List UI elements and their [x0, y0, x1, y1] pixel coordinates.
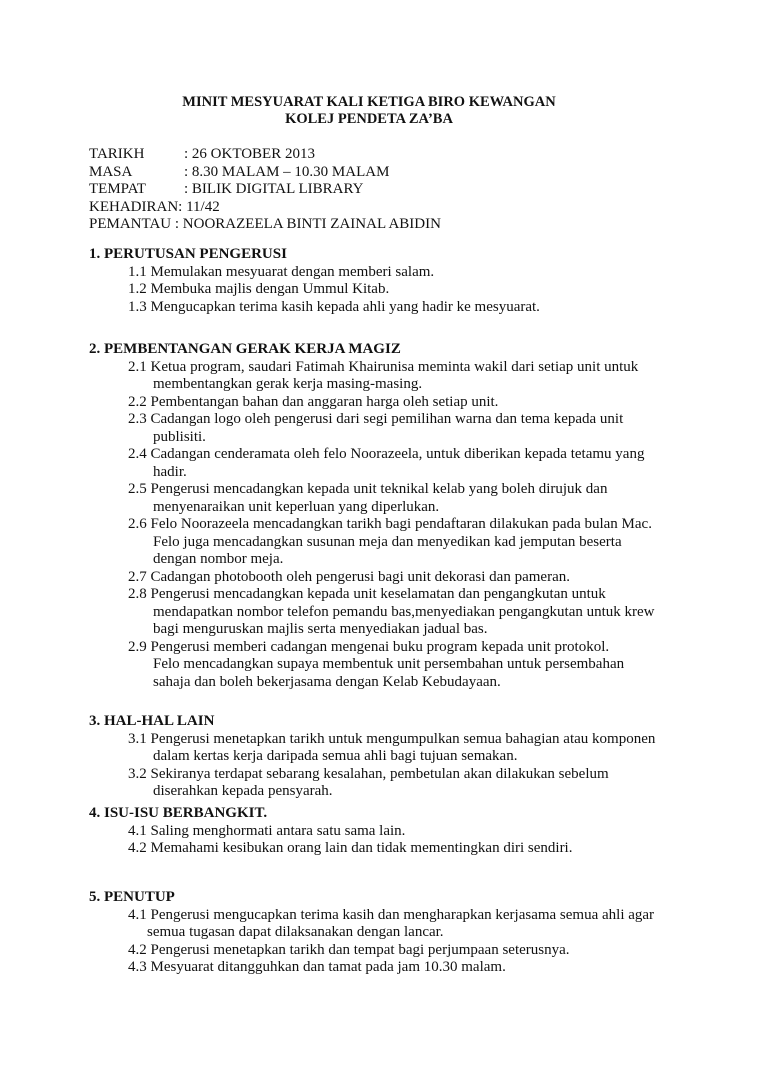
section-heading: 5. PENUTUP — [89, 889, 175, 905]
meta-venue: TEMPAT : BILIK DIGITAL LIBRARY — [89, 181, 364, 197]
item-text-line: publisiti. — [153, 428, 206, 445]
item-text-line: hadir. — [153, 463, 187, 480]
section-heading: 4. ISU-ISU BERBANGKIT. — [89, 805, 268, 821]
item-text-line: semua tugasan dapat dilaksanakan dengan lancar. — [147, 924, 444, 940]
title-line-2: KOLEJ PENDETA ZA’BA — [285, 111, 453, 127]
item-text-line: membentangkan gerak kerja masing-masing. — [153, 376, 423, 392]
item-text-line: 2.5 Pengerusi mencadangkan kepada unit teknikal kelab yang boleh dirujuk dan — [128, 481, 608, 497]
item-text-line: 2.8 Pengerusi mencadangkan kepada unit keselamatan dan pengangkutan untuk — [128, 586, 606, 602]
meeting-details — [89, 146, 708, 234]
item-text-line: 1.3 Mengucapkan terima kasih kepada ahli yang hadir ke mesyuarat. — [128, 298, 540, 315]
section-5 — [89, 889, 708, 977]
meta-supervisor: PEMANTAU : NOORAZEELA BINTI ZAINAL ABIDIN — [89, 216, 441, 232]
section-heading: 3. HAL-HAL LAIN — [89, 713, 215, 729]
list-item — [89, 481, 708, 516]
meta-time: MASA : 8.30 MALAM – 10.30 MALAM — [89, 163, 390, 180]
item-text-line: dalam kertas kerja daripada semua ahli bagi tujuan semakan. — [153, 748, 518, 764]
title-line-1: MINIT MESYUARAT KALI KETIGA BIRO KEWANGAN — [182, 94, 556, 110]
section-3 — [89, 713, 708, 801]
list-item — [89, 907, 708, 942]
item-text-line: 2.3 Cadangan logo oleh pengerusi dari segi pemilihan warna dan tema kepada unit — [128, 411, 624, 427]
list-item — [89, 411, 708, 446]
list-item — [89, 823, 708, 841]
section-2 — [89, 341, 708, 691]
list-item — [89, 942, 708, 960]
item-text-line: dengan nombor meja. — [153, 551, 284, 567]
list-item — [89, 264, 708, 282]
item-text-line: bagi menguruskan majlis serta menyediakan jadual bas. — [153, 621, 488, 637]
document-title — [0, 94, 768, 128]
list-item — [89, 731, 708, 766]
item-text-line: 4.1 Pengerusi mengucapkan terima kasih dan mengharapkan kerjasama semua ahli agar — [128, 906, 655, 923]
item-text-line: 2.9 Pengerusi memberi cadangan mengenai buku program kepada unit protokol. — [128, 638, 610, 655]
item-text-line: mendapatkan nombor telefon pemandu bas,menyediakan pengangkutan untuk krew — [153, 603, 655, 620]
meta-attendance: KEHADIRAN: 11/42 — [89, 198, 220, 215]
section-4 — [89, 805, 708, 858]
list-item — [89, 586, 708, 639]
item-text-line: 2.6 Felo Noorazeela mencadangkan tarikh bagi pendaftaran dilakukan pada bulan Mac. — [128, 516, 652, 532]
list-item — [89, 359, 708, 394]
list-item — [89, 569, 708, 587]
list-item — [89, 299, 708, 317]
item-text-line: Felo mencadangkan supaya membentuk unit persembahan untuk persembahan — [153, 656, 625, 672]
list-item — [89, 281, 708, 299]
list-item — [89, 639, 708, 692]
item-text-line: Felo juga mencadangkan susunan meja dan menyedikan kad jemputan beserta — [153, 533, 622, 550]
item-text-line: 2.2 Pembentangan bahan dan anggaran harga oleh setiap unit. — [128, 393, 499, 410]
item-text-line: 3.1 Pengerusi menetapkan tarikh untuk mengumpulkan semua bahagian atau komponen — [128, 730, 656, 747]
item-text-line: 4.3 Mesyuarat ditangguhkan dan tamat pada jam 10.30 malam. — [128, 959, 506, 975]
list-item — [89, 959, 708, 977]
meta-date: TARIKH : 26 OKTOBER 2013 — [89, 146, 315, 162]
item-text-line: 2.4 Cadangan cenderamata oleh felo Noorazeela, untuk diberikan kepada tetamu yang — [128, 446, 645, 462]
list-item — [89, 446, 708, 481]
item-text-line: diserahkan kepada pensyarah. — [153, 783, 333, 799]
item-text-line: 1.1 Memulakan mesyuarat dengan memberi salam. — [128, 263, 435, 280]
item-text-line: 1.2 Membuka majlis dengan Ummul Kitab. — [128, 281, 390, 297]
section-1 — [89, 246, 708, 316]
section-heading: 1. PERUTUSAN PENGERUSI — [89, 246, 287, 262]
list-item — [89, 516, 708, 569]
item-text-line: 4.1 Saling menghormati antara satu sama lain. — [128, 822, 406, 839]
item-text-line: 4.2 Pengerusi menetapkan tarikh dan tempat bagi perjumpaan seterusnya. — [128, 941, 570, 958]
item-text-line: 2.7 Cadangan photobooth oleh pengerusi bagi unit dekorasi dan pameran. — [128, 568, 570, 585]
item-text-line: 3.2 Sekiranya terdapat sebarang kesalahan, pembetulan akan dilakukan sebelum — [128, 765, 609, 782]
list-item — [89, 840, 708, 858]
item-text-line: sahaja dan boleh bekerjasama dengan Kelab Kebudayaan. — [153, 673, 501, 690]
list-item — [89, 394, 708, 412]
list-item — [89, 766, 708, 801]
item-text-line: 2.1 Ketua program, saudari Fatimah Khairunisa meminta wakil dari setiap unit untuk — [128, 358, 639, 375]
item-text-line: 4.2 Memahami kesibukan orang lain dan tidak mementingkan diri sendiri. — [128, 840, 573, 856]
section-heading: 2. PEMBENTANGAN GERAK KERJA MAGIZ — [89, 341, 401, 357]
item-text-line: menyenaraikan unit keperluan yang diperlukan. — [153, 498, 440, 515]
